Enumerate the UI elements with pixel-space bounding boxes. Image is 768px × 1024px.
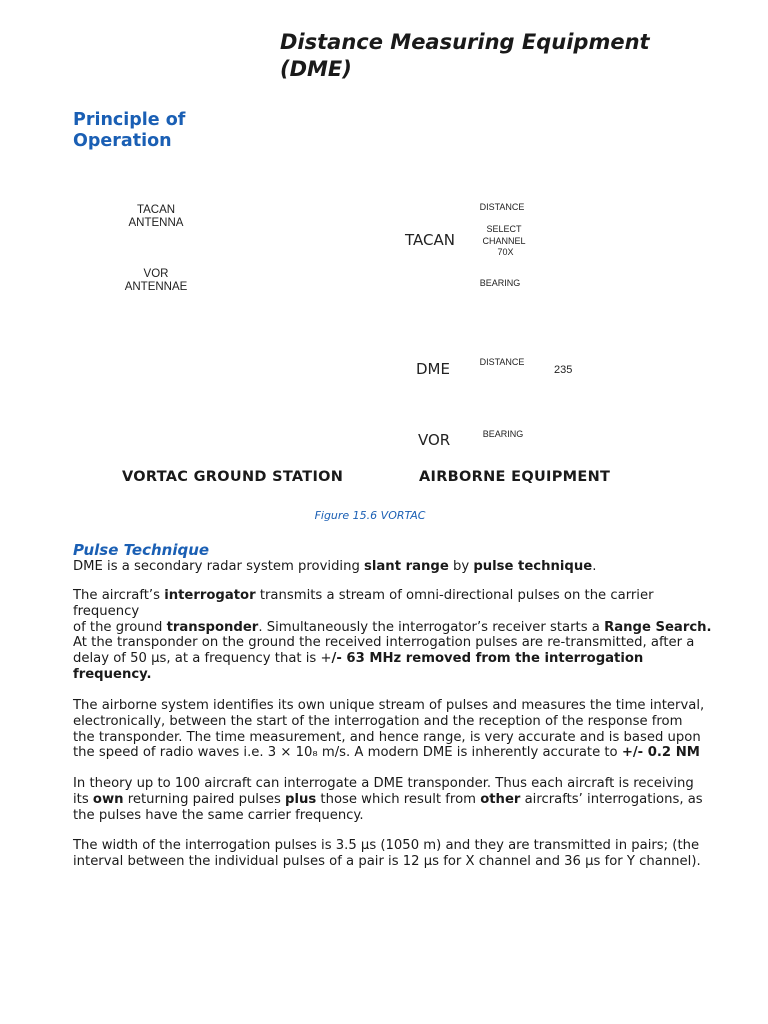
select-channel-label	[474, 224, 534, 257]
tacan-antenna-label	[116, 204, 196, 229]
p1-text-a: DME is a secondary radar system providing	[73, 559, 365, 574]
p1-text-c: by	[448, 559, 474, 574]
p2-interrogator: interrogator	[164, 588, 256, 603]
dme-label: DME	[416, 360, 450, 378]
pulse-technique-heading: Pulse Technique	[73, 541, 210, 559]
p4-line-1: In theory up to 100 aircraft can interrogate a DME transponder. Thus each aircraft is receiving	[73, 776, 694, 791]
p2-line-1	[73, 588, 763, 604]
paragraph-2	[73, 588, 763, 683]
vor-label: VOR	[418, 431, 451, 449]
vor-antennae-line-2: ANTENNAE	[124, 280, 188, 293]
tacan-label: TACAN	[405, 231, 455, 249]
paragraph-4	[73, 776, 763, 823]
ground-station-label: VORTAC GROUND STATION	[122, 469, 344, 485]
p1-pulse-technique: pulse technique	[473, 559, 593, 574]
p4-l2e: those which result from	[316, 791, 481, 807]
airborne-equipment-label: AIRBORNE EQUIPMENT	[419, 469, 611, 485]
p4-plus: plus	[285, 791, 317, 807]
p2-line-4: At the transponder on the ground the received interrogation pulses are re-transmitted, after a	[73, 635, 695, 651]
p4-line-2	[73, 792, 763, 808]
p2-l5a: delay of 50 µs, at a frequency that is +	[73, 651, 332, 667]
p2-line-3	[73, 620, 763, 636]
page-title: Distance Measuring Equipment (DME)	[280, 30, 650, 81]
p2-l3a: of the ground	[73, 619, 167, 635]
p3-line-2: electronically, between the start of the interrogation and the reception of the response from	[73, 713, 683, 729]
vor-antennae-label	[116, 268, 196, 293]
p3-l4a: the speed of radio waves i.e. 3 × 10₈ m/s. A modern DME is inherently accurate to	[73, 745, 622, 761]
paragraph-3	[73, 698, 763, 761]
p4-line-3: the pulses have the same carrier frequency.	[73, 807, 364, 823]
p4-other: other	[480, 791, 521, 807]
p3-line-4	[73, 745, 763, 761]
p2-line-2: frequency	[73, 603, 140, 619]
dme-distance-readout: 235	[554, 364, 573, 376]
distance-top-label: DISTANCE	[479, 202, 525, 212]
p3-accuracy: +/- 0.2 NM	[621, 745, 700, 761]
p4-own: own	[92, 791, 124, 807]
p1-text-d: .	[592, 559, 597, 574]
p2-line-6	[73, 667, 763, 683]
paragraph-1	[73, 559, 763, 575]
p2-frequency-offset: /- 63 MHz removed from the interrogation	[331, 651, 644, 667]
p2-line-5	[73, 651, 763, 667]
p2-transponder: transponder	[166, 619, 259, 635]
bearing-top-label: BEARING	[479, 278, 521, 288]
p2-range-search: Range Search.	[604, 619, 712, 635]
p3-line-1: The airborne system identifies its own unique stream of pulses and measures the time interval,	[73, 698, 705, 713]
tacan-antenna-line-2: ANTENNA	[128, 216, 184, 229]
p5-line-2: interval between the individual pulses of a pair is 12 µs for X channel and 36 µs for Y channel).	[73, 853, 701, 869]
channel-line: CHANNEL	[482, 236, 526, 246]
paragraph-5	[73, 838, 763, 870]
bearing-vor-label: BEARING	[482, 429, 524, 439]
figure-caption: Figure 15.6 VORTAC	[314, 509, 426, 522]
section-heading: Principle of Operation	[73, 110, 186, 151]
p4-l2g: aircrafts’ interrogations, as	[520, 791, 703, 807]
p2-frequency: frequency.	[73, 666, 152, 682]
p4-l2c: returning paired pulses	[123, 791, 286, 807]
p2-l1c: transmits a stream of omni-directional pulses on the carrier	[255, 588, 654, 603]
p1-slant-range: slant range	[364, 559, 449, 574]
p2-l3c: . Simultaneously the interrogator’s receiver starts a	[258, 619, 605, 635]
tacan-antenna-line-1: TACAN	[136, 204, 176, 216]
vor-antennae-line-1: VOR	[143, 268, 169, 280]
select-line: SELECT	[486, 224, 522, 234]
p4-l2a: its	[73, 791, 93, 807]
p2-l1a: The aircraft’s	[73, 588, 165, 603]
channel-value: 70X	[497, 246, 514, 257]
distance-dme-label: DISTANCE	[479, 357, 525, 367]
p3-line-3: the transponder. The time measurement, and hence range, is very accurate and is based upon	[73, 729, 701, 745]
p5-line-1: The width of the interrogation pulses is 3.5 µs (1050 m) and they are transmitted in pairs; (the	[73, 838, 700, 853]
